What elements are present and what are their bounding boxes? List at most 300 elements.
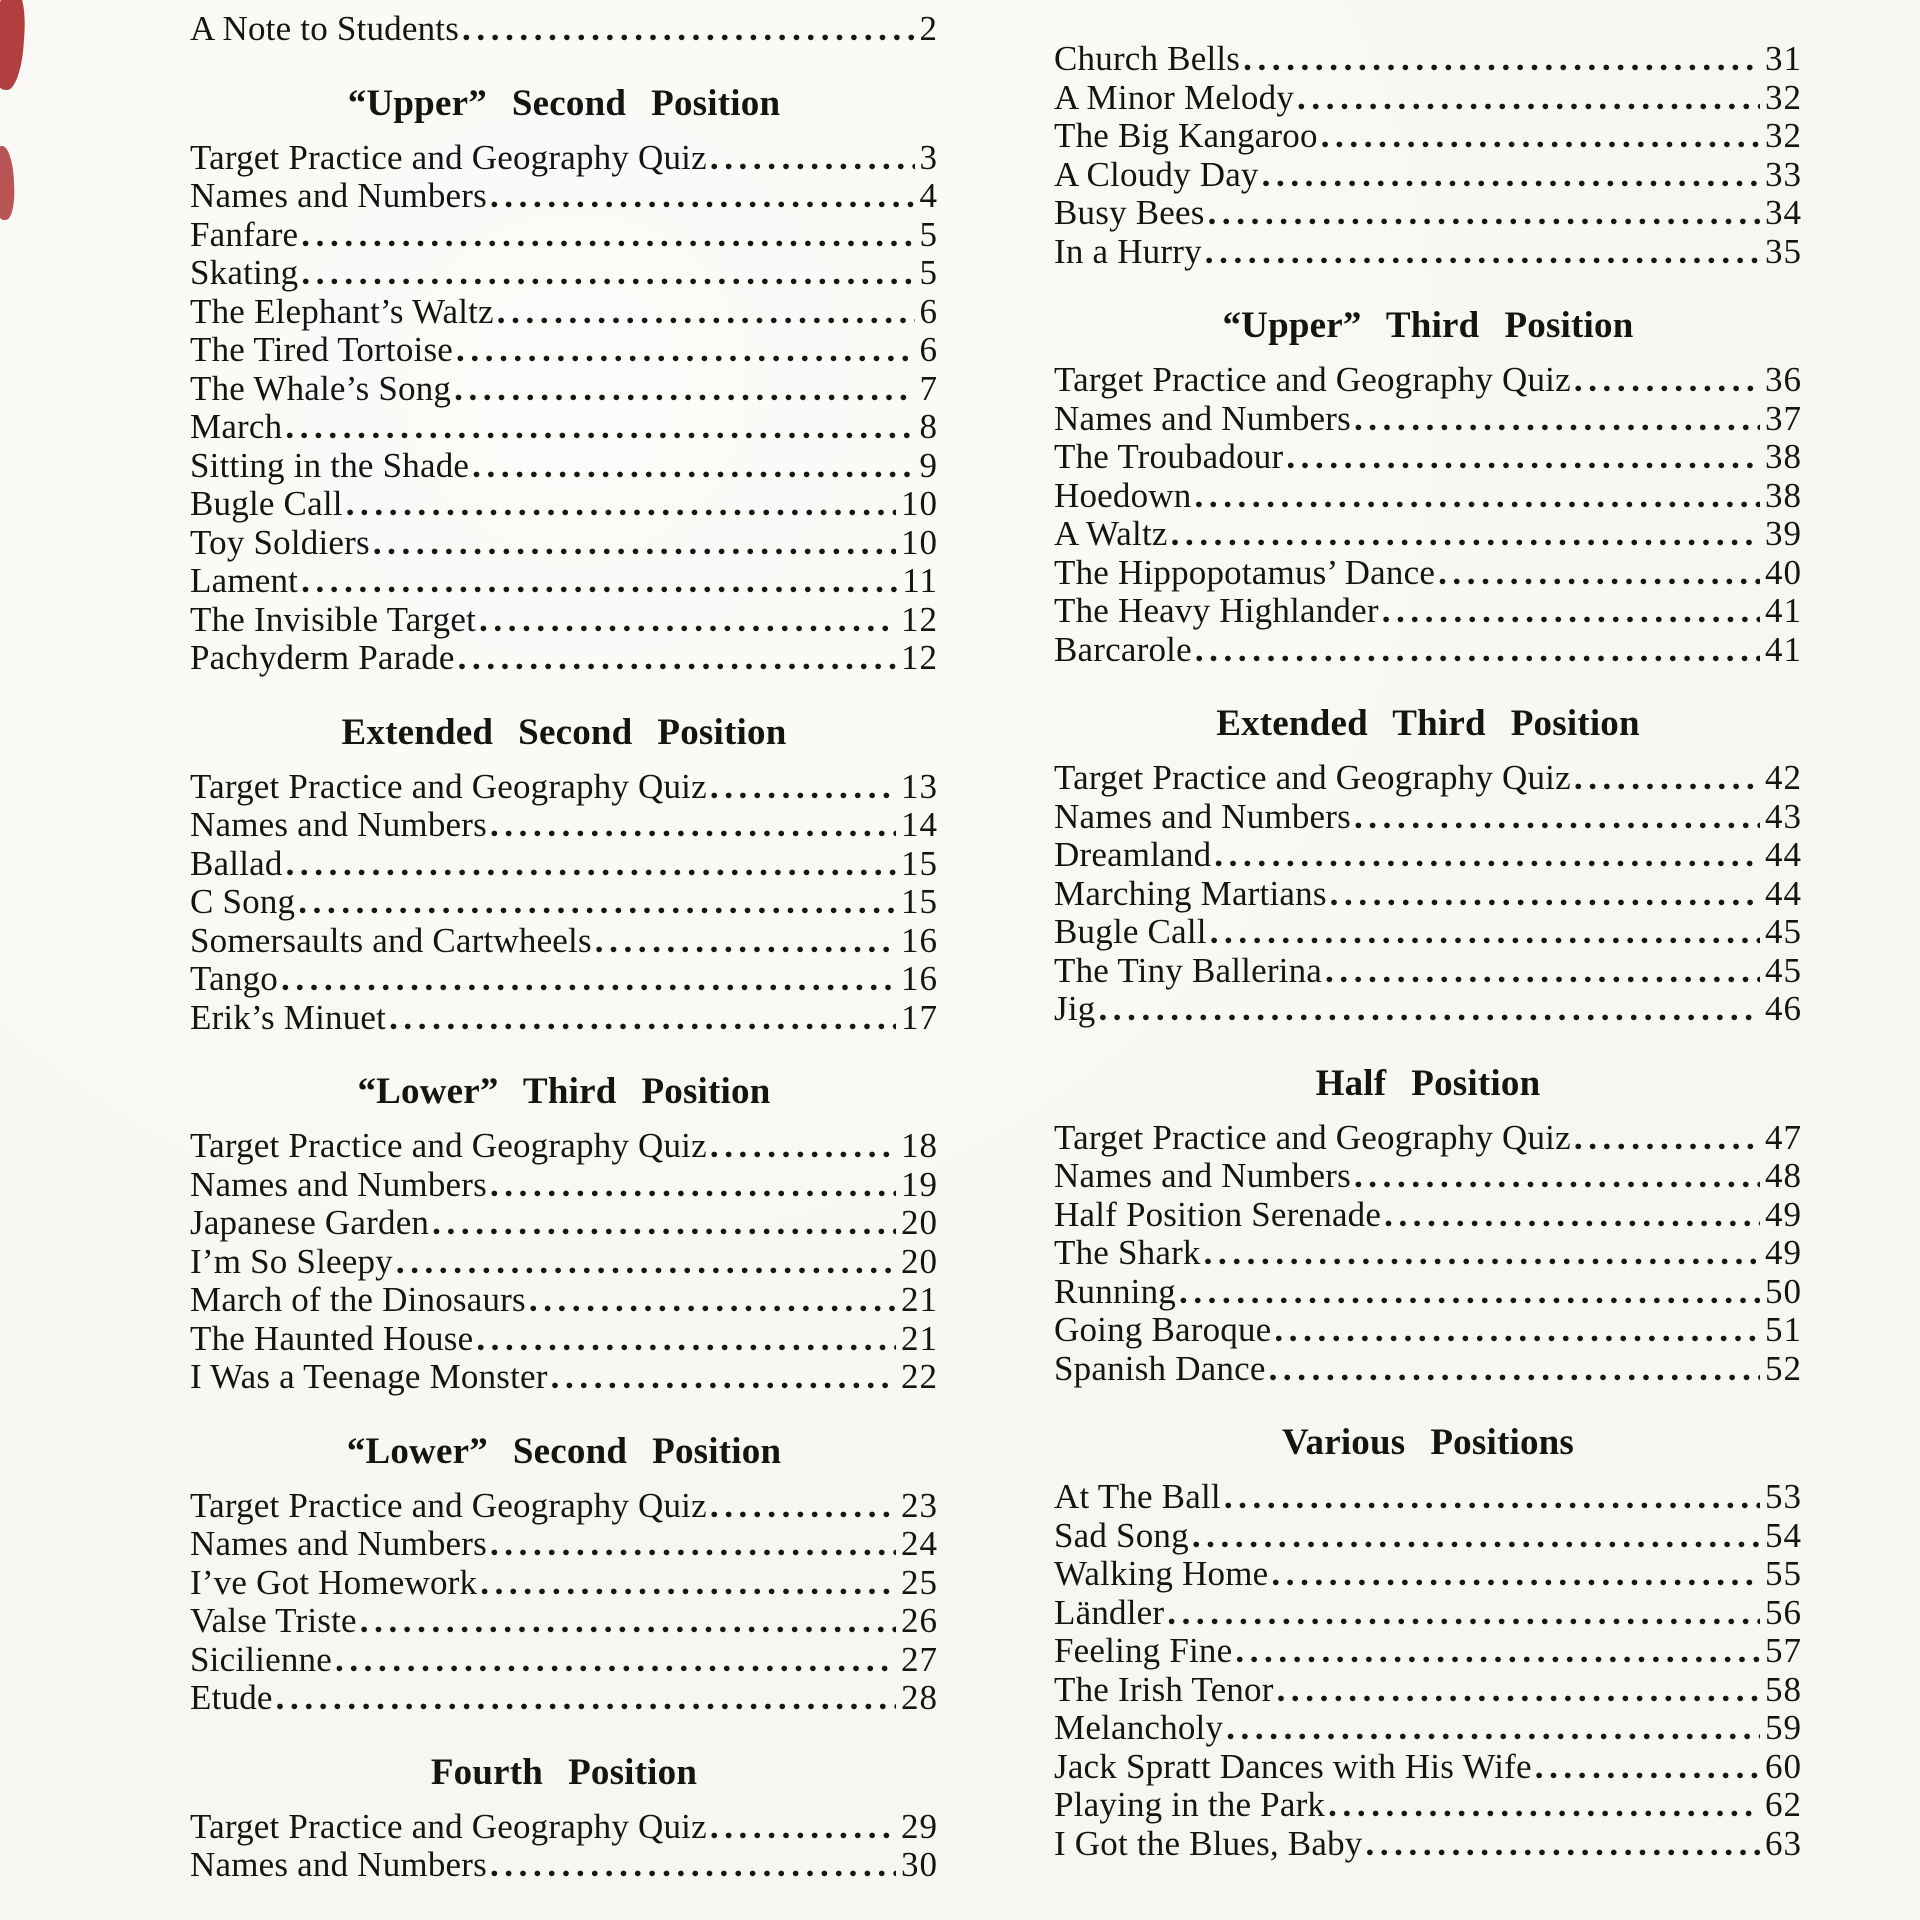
toc-section (1054, 704, 1802, 1029)
entry-page-number: 55 (1765, 1554, 1802, 1593)
toc-entry (1054, 361, 1802, 400)
entry-title: Fanfare (190, 214, 299, 254)
dot-leader (1098, 990, 1760, 1029)
dot-leader (286, 845, 896, 884)
toc-entry (190, 370, 938, 409)
entry-title: Barcarole (1054, 629, 1192, 669)
entry-page-number: 23 (901, 1485, 938, 1525)
dot-leader (1297, 79, 1760, 118)
toc-entry (190, 331, 938, 370)
entry-title: Marching Martians (1054, 873, 1327, 913)
dot-leader (529, 1281, 896, 1320)
entry-title: A Minor Melody (1054, 77, 1295, 117)
entry-title: Half Position Serenade (1054, 1194, 1382, 1234)
toc-section (190, 713, 938, 1038)
entry-title: Names and Numbers (190, 1164, 487, 1204)
entry-title: Lament (190, 561, 299, 600)
toc-entry (190, 639, 938, 678)
entry-title: Names and Numbers (190, 805, 487, 844)
entry-title: I’m So Sleepy (190, 1241, 393, 1281)
toc-section (1054, 1423, 1802, 1863)
entry-title: The Tired Tortoise (190, 330, 454, 369)
entry-page-number: 41 (1765, 591, 1802, 630)
toc-entry (1054, 515, 1802, 554)
dot-leader (301, 254, 914, 293)
dot-leader (710, 768, 896, 807)
entry-title: Ländler (1054, 1592, 1165, 1632)
entry-page-number: 36 (1765, 360, 1802, 399)
toc-entry (1054, 1748, 1802, 1787)
entry-title: Names and Numbers (1054, 398, 1351, 438)
entry-page-number: 30 (901, 1845, 938, 1884)
dot-leader (301, 562, 897, 601)
dot-leader (595, 922, 896, 961)
dot-leader (1243, 40, 1760, 79)
toc-entry (1054, 1709, 1802, 1748)
entry-title: The Elephant’s Waltz (190, 291, 494, 331)
entry-title: I Was a Teenage Monster (190, 1357, 548, 1396)
entry-title: Names and Numbers (1054, 1156, 1351, 1195)
toc-entry (1054, 1311, 1802, 1350)
toc-entry (1054, 1786, 1802, 1825)
entry-title: Going Baroque (1054, 1310, 1272, 1349)
toc-entry (1054, 400, 1802, 439)
toc-entry (1054, 1196, 1802, 1235)
entry-title: The Big Kangaroo (1054, 116, 1318, 155)
toc-section (1054, 1064, 1802, 1389)
entry-page-number: 15 (901, 843, 938, 883)
entry-title: Sicilienne (190, 1639, 332, 1679)
entry-page-number: 48 (1765, 1156, 1802, 1195)
entry-page-number: 59 (1765, 1708, 1802, 1747)
toc-entry (190, 1243, 938, 1282)
dot-leader (1382, 592, 1760, 631)
section-heading: Half Position (1315, 1062, 1541, 1104)
entry-page-number: 7 (919, 368, 938, 408)
entry-page-number: 31 (1765, 39, 1802, 78)
toc-entry (190, 1166, 938, 1205)
entry-title: Spanish Dance (1054, 1348, 1266, 1388)
dot-leader (479, 601, 896, 640)
dot-leader (454, 370, 914, 409)
dot-leader (710, 1808, 896, 1847)
entry-title: Erik’s Minuet (190, 997, 387, 1037)
entry-title: Sitting in the Shade (190, 445, 470, 485)
entry-title: Melancholy (1054, 1708, 1224, 1747)
entry-page-number: 19 (901, 1164, 938, 1204)
section-heading: Various Positions (1281, 1422, 1575, 1463)
toc-entry (190, 216, 938, 255)
dot-leader (1535, 1748, 1760, 1787)
dot-leader (476, 1320, 896, 1359)
entry-page-number: 17 (901, 997, 938, 1037)
dot-leader (1321, 117, 1760, 156)
entry-page-number: 52 (1765, 1348, 1802, 1388)
entry-title: Target Practice and Geography Quiz (1054, 758, 1571, 797)
toc-entry (1054, 990, 1802, 1029)
toc-entry (1054, 233, 1802, 272)
entry-page-number: 8 (919, 407, 938, 446)
entry-page-number: 11 (902, 561, 938, 600)
entry-title: Walking Home (1054, 1554, 1269, 1593)
entry-page-number: 40 (1765, 552, 1802, 592)
toc-section (190, 84, 938, 678)
entry-title: The Haunted House (190, 1318, 474, 1358)
dot-leader (551, 1358, 896, 1397)
toc-entry (190, 845, 938, 884)
toc-entry (1054, 592, 1802, 631)
entry-title: At The Ball (1054, 1477, 1221, 1516)
dot-leader (1262, 156, 1760, 195)
dot-leader (710, 1487, 896, 1526)
dot-leader (1235, 1632, 1760, 1671)
entry-page-number: 32 (1765, 116, 1802, 155)
dot-leader (1195, 477, 1761, 516)
entry-page-number: 42 (1765, 758, 1802, 797)
entry-title: The Invisible Target (190, 599, 477, 639)
section-heading: Extended Third Position (1216, 703, 1640, 744)
entry-page-number: 4 (919, 176, 938, 215)
dot-leader (1271, 1555, 1760, 1594)
dot-leader (1574, 361, 1760, 400)
entry-page-number: 28 (901, 1678, 938, 1717)
dot-leader (346, 485, 896, 524)
toc-entry (1054, 477, 1802, 516)
entry-title: Names and Numbers (190, 1524, 487, 1563)
dot-leader (1269, 1350, 1760, 1389)
entry-title: Sad Song (1054, 1515, 1189, 1555)
entry-page-number: 49 (1765, 1233, 1802, 1272)
entry-title: March (190, 407, 283, 446)
entry-page-number: 26 (901, 1601, 938, 1640)
dot-leader (1224, 1478, 1760, 1517)
entry-title: Toy Soldiers (190, 522, 370, 562)
toc-entry (190, 1602, 938, 1641)
entry-page-number: 18 (901, 1126, 938, 1165)
entry-page-number: 24 (901, 1524, 938, 1563)
entry-page-number: 57 (1765, 1631, 1802, 1670)
entry-title: Bugle Call (1054, 912, 1207, 951)
dot-leader (1354, 798, 1760, 837)
entry-title: Feeling Fine (1054, 1631, 1233, 1670)
toc-entry (1054, 1157, 1802, 1196)
dot-leader (1226, 1709, 1760, 1748)
entry-page-number: 60 (1765, 1746, 1802, 1786)
entry-page-number: 38 (1765, 437, 1802, 476)
entry-page-number: 35 (1765, 231, 1802, 271)
toc-entry (1054, 156, 1802, 195)
toc-section (190, 1432, 938, 1718)
entry-title: Ballad (190, 843, 283, 883)
entry-title: Tango (190, 959, 278, 998)
entry-title: The Hippopotamus’ Dance (1054, 552, 1436, 592)
toc-left-column (190, 10, 938, 1885)
dot-leader (1384, 1196, 1760, 1235)
entry-title: I’ve Got Homework (190, 1562, 478, 1602)
toc-entry (1054, 1825, 1802, 1864)
dot-leader (490, 1846, 896, 1885)
toc-entry (190, 960, 938, 999)
dot-leader (360, 1602, 896, 1641)
entry-page-number: 53 (1765, 1477, 1802, 1516)
toc-entry (1054, 1632, 1802, 1671)
dot-leader (1574, 1119, 1760, 1158)
dot-leader (1277, 1671, 1760, 1710)
entry-page-number: 21 (901, 1318, 938, 1358)
dot-leader (396, 1243, 896, 1282)
entry-page-number: 43 (1765, 796, 1802, 836)
toc-entry (190, 1564, 938, 1603)
toc-section (1054, 306, 1802, 669)
dot-leader (1192, 1517, 1760, 1556)
entry-page-number: 45 (1765, 950, 1802, 990)
entry-title: Jig (1054, 989, 1096, 1028)
entry-title: Church Bells (1054, 39, 1241, 78)
entry-page-number: 2 (919, 9, 938, 48)
entry-title: Hoedown (1054, 475, 1192, 515)
dot-leader (1274, 1311, 1760, 1350)
toc-entry (190, 1487, 938, 1526)
dot-leader (1195, 631, 1760, 670)
entry-page-number: 21 (901, 1280, 938, 1319)
toc-section (190, 1072, 938, 1397)
dot-leader (710, 1127, 896, 1166)
toc-entry (1054, 631, 1802, 670)
entry-title: Target Practice and Geography Quiz (190, 137, 707, 177)
toc-section (190, 1753, 938, 1885)
dot-leader (490, 1525, 896, 1564)
dot-leader (456, 331, 914, 370)
entry-page-number: 10 (901, 522, 938, 562)
entry-title: Names and Numbers (190, 1845, 487, 1884)
entry-page-number: 16 (901, 959, 938, 998)
toc-entry (1054, 1517, 1802, 1556)
entry-page-number: 9 (919, 445, 938, 485)
entry-title: A Cloudy Day (1054, 154, 1259, 194)
dot-leader (1574, 759, 1760, 798)
entry-title: Japanese Garden (190, 1203, 430, 1242)
entry-title: The Irish Tenor (1054, 1669, 1274, 1709)
entry-title: Valse Triste (190, 1601, 357, 1640)
entry-title: Target Practice and Geography Quiz (190, 1806, 707, 1846)
entry-page-number: 16 (901, 920, 938, 960)
toc-entry (1054, 913, 1802, 952)
toc-entry (190, 408, 938, 447)
toc-entry (190, 524, 938, 563)
dot-leader (1171, 515, 1760, 554)
entry-title: The Whale’s Song (190, 368, 452, 408)
dot-leader (490, 806, 896, 845)
entry-page-number: 12 (901, 599, 938, 639)
toc-entry (1054, 79, 1802, 118)
entry-title: Target Practice and Geography Quiz (1054, 360, 1571, 399)
entry-page-number: 6 (919, 291, 938, 331)
dot-leader (1325, 952, 1760, 991)
entry-page-number: 5 (919, 214, 938, 254)
entry-title: Playing in the Park (1054, 1785, 1326, 1824)
entry-page-number: 20 (901, 1241, 938, 1281)
dot-leader (335, 1641, 896, 1680)
dot-leader (1330, 875, 1760, 914)
toc-entry (190, 1525, 938, 1564)
toc-entry (190, 806, 938, 845)
entry-title: Target Practice and Geography Quiz (190, 1126, 707, 1165)
toc-entry (1054, 836, 1802, 875)
toc-entry (190, 1281, 938, 1320)
dot-leader (1179, 1273, 1760, 1312)
dot-leader (285, 408, 914, 447)
toc-entry (1054, 1119, 1802, 1158)
entry-title: The Troubadour (1054, 437, 1284, 476)
entry-title: Bugle Call (190, 484, 343, 523)
dot-leader (1354, 400, 1760, 439)
toc-entry (190, 1679, 938, 1718)
entry-page-number: 46 (1765, 989, 1802, 1028)
dot-leader (298, 883, 896, 922)
toc-entry (190, 1320, 938, 1359)
dot-leader (480, 1564, 896, 1603)
entry-page-number: 58 (1765, 1669, 1802, 1709)
entry-page-number: 20 (901, 1203, 938, 1242)
toc-entry (190, 139, 938, 178)
toc-entry (190, 1641, 938, 1680)
entry-page-number: 62 (1765, 1785, 1802, 1824)
toc-entry (190, 1127, 938, 1166)
entry-page-number: 44 (1765, 835, 1802, 874)
entry-page-number: 5 (919, 253, 938, 292)
toc-entry (1054, 1273, 1802, 1312)
toc-entry (1054, 438, 1802, 477)
toc-entry (190, 1808, 938, 1847)
toc-entry (190, 601, 938, 640)
entry-page-number: 51 (1765, 1310, 1802, 1349)
dot-leader (1214, 836, 1760, 875)
entry-page-number: 22 (901, 1357, 938, 1396)
entry-title: Target Practice and Geography Quiz (190, 766, 707, 806)
dot-leader (710, 139, 915, 178)
toc-entry (190, 254, 938, 293)
dot-leader (301, 216, 914, 255)
entry-title: Skating (190, 253, 299, 292)
toc-entry (1054, 952, 1802, 991)
entry-title: I Got the Blues, Baby (1054, 1823, 1363, 1863)
dot-leader (1365, 1825, 1760, 1864)
toc-section (190, 10, 938, 49)
entry-page-number: 29 (901, 1806, 938, 1846)
toc-entry (1054, 1478, 1802, 1517)
toc-entry (190, 485, 938, 524)
entry-page-number: 27 (901, 1639, 938, 1679)
dot-leader (462, 10, 914, 49)
entry-title: Names and Numbers (1054, 796, 1351, 836)
entry-page-number: 13 (901, 766, 938, 806)
entry-page-number: 49 (1765, 1194, 1802, 1234)
entry-page-number: 14 (901, 805, 938, 844)
entry-page-number: 41 (1765, 629, 1802, 669)
dot-leader (432, 1204, 896, 1243)
section-heading: Fourth Position (430, 1751, 698, 1793)
section-heading: “Lower” Third Position (357, 1071, 771, 1112)
toc-entry (190, 1846, 938, 1885)
entry-page-number: 63 (1765, 1823, 1802, 1863)
entry-page-number: 32 (1765, 77, 1802, 117)
toc-entry (1054, 194, 1802, 233)
dot-leader (1204, 1234, 1760, 1273)
entry-page-number: 37 (1765, 398, 1802, 438)
dot-leader (490, 1166, 896, 1205)
dot-leader (1167, 1594, 1760, 1633)
toc-entry (190, 922, 938, 961)
toc-entry (1054, 1671, 1802, 1710)
toc-entry (190, 562, 938, 601)
entry-page-number: 6 (919, 330, 938, 369)
toc-entry (1054, 1555, 1802, 1594)
dot-leader (458, 639, 896, 678)
dot-leader (1208, 194, 1760, 233)
entry-title: Busy Bees (1054, 193, 1205, 232)
entry-title: Target Practice and Geography Quiz (1054, 1117, 1571, 1157)
dot-leader (490, 177, 915, 216)
section-heading: “Lower” Second Position (346, 1430, 782, 1472)
entry-page-number: 50 (1765, 1271, 1802, 1311)
entry-title: C Song (190, 882, 296, 921)
toc-entry (190, 447, 938, 486)
entry-page-number: 10 (901, 484, 938, 523)
toc-entry (1054, 554, 1802, 593)
dot-leader (389, 999, 896, 1038)
entry-page-number: 34 (1765, 193, 1802, 232)
entry-page-number: 3 (919, 137, 938, 177)
entry-page-number: 15 (901, 882, 938, 921)
entry-page-number: 45 (1765, 912, 1802, 951)
dot-leader (281, 960, 896, 999)
entry-title: The Heavy Highlander (1054, 591, 1379, 630)
toc-entry (1054, 798, 1802, 837)
toc-entry (1054, 1234, 1802, 1273)
toc-entry (1054, 875, 1802, 914)
section-heading: Extended Second Position (341, 711, 787, 753)
toc-entry (190, 177, 938, 216)
entry-page-number: 33 (1765, 154, 1802, 194)
toc-entry (1054, 1594, 1802, 1633)
toc-entry (190, 883, 938, 922)
toc-entry (1054, 117, 1802, 156)
entry-page-number: 39 (1765, 514, 1802, 553)
toc-entry (190, 1204, 938, 1243)
entry-page-number: 25 (901, 1562, 938, 1602)
dot-leader (276, 1679, 896, 1718)
dot-leader (472, 447, 914, 486)
toc-entry (1054, 1350, 1802, 1389)
entry-page-number: 56 (1765, 1592, 1802, 1632)
entry-title: Pachyderm Parade (190, 638, 455, 677)
entry-title: Names and Numbers (190, 176, 487, 215)
dot-leader (1438, 554, 1760, 593)
entry-page-number: 44 (1765, 873, 1802, 913)
toc-right-column (1054, 40, 1802, 1885)
toc-entry (1054, 40, 1802, 79)
entry-page-number: 12 (901, 638, 938, 677)
dot-leader (497, 293, 915, 332)
dot-leader (1328, 1786, 1760, 1825)
entry-page-number: 47 (1765, 1117, 1802, 1157)
section-heading: “Upper” Second Position (347, 82, 781, 124)
dot-leader (1354, 1157, 1760, 1196)
entry-title: Somersaults and Cartwheels (190, 920, 592, 960)
entry-title: In a Hurry (1054, 231, 1202, 271)
toc-entry (190, 10, 938, 49)
entry-page-number: 54 (1765, 1515, 1802, 1555)
